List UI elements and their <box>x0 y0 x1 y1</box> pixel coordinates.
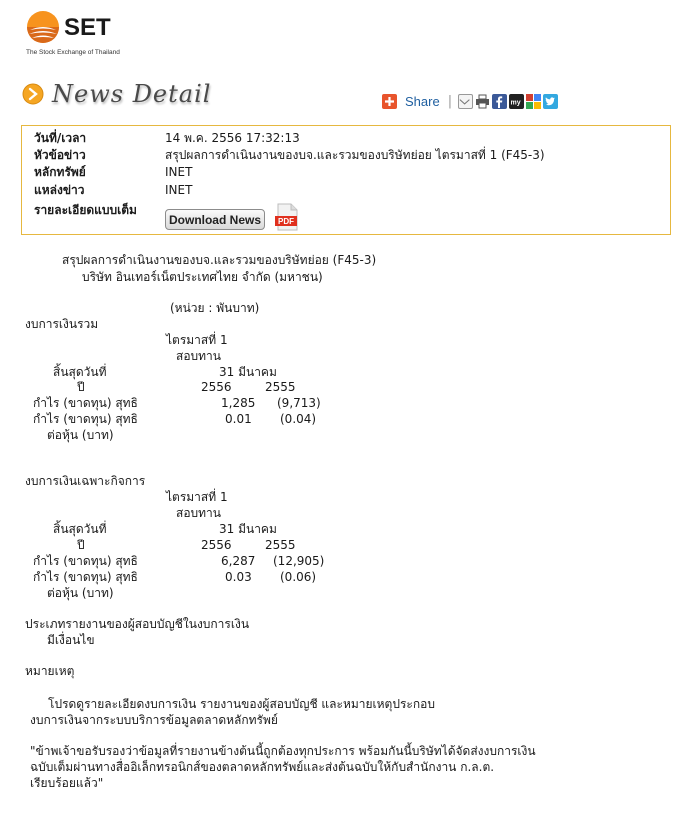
certification-line-1: "ข้าพเจ้าขอรับรองว่าข้อมูลที่รายงานข้างต้นนี้ถูกต้องทุกประการ พร้อมกันนี้บริษัทได้จัดส่งงบการเงิน <box>30 744 536 758</box>
certification-line-3: เรียบร้อยแล้ว" <box>30 776 104 790</box>
info-value: สรุปผลการดำเนินงานของบจ.และรวมของบริษัทย่อย ไตรมาสที่ 1 (F45-3) <box>165 148 545 162</box>
period-value: 31 มีนาคม <box>219 522 277 536</box>
info-label: หัวข้อข่าว <box>34 148 86 162</box>
logo-word: SET <box>64 14 111 41</box>
year-current: 2556 <box>201 538 232 552</box>
note-line-1: โปรดดูรายละเอียดงบการเงิน รายงานของผู้สอบบัญชี และหมายเหตุประกอบ <box>48 697 435 711</box>
svg-text:my: my <box>510 99 521 106</box>
net-profit-current: 1,285 <box>221 396 256 410</box>
eps-sublabel: ต่อหุ้น (บาท) <box>47 428 114 442</box>
audit-label: สอบทาน <box>176 506 221 520</box>
year-label: ปี <box>77 538 85 552</box>
period-label: สิ้นสุดวันที่ <box>53 522 107 536</box>
eps-current: 0.01 <box>225 412 252 426</box>
arrow-circle-icon <box>22 83 44 105</box>
facebook-icon[interactable] <box>492 94 507 109</box>
pdf-icon[interactable] <box>274 203 300 231</box>
info-label: แหล่งข่าว <box>34 183 85 197</box>
set-sun-icon <box>26 10 60 44</box>
eps-label: กำไร (ขาดทุน) สุทธิ <box>33 412 138 426</box>
quarter-label: ไตรมาสที่ 1 <box>166 333 228 347</box>
certification-line-2: ฉบับเต็มผ่านทางสื่ออิเล็กทรอนิกส์ของตลาดหลักทรัพย์และส่งต้นฉบับให้กับสำนักงาน ก.ล.ต. <box>30 760 495 774</box>
year-label: ปี <box>77 380 85 394</box>
share-separator: | <box>447 93 453 109</box>
logo-subtitle: The Stock Exchange of Thailand <box>26 49 120 56</box>
download-news-button[interactable]: Download News <box>165 209 265 230</box>
period-label: สิ้นสุดวันที่ <box>53 365 107 379</box>
section-heading: งบการเงินรวม <box>25 317 99 331</box>
audit-label: สอบทาน <box>176 349 221 363</box>
share-plus-icon[interactable] <box>382 94 397 109</box>
info-label: หลักทรัพย์ <box>34 165 86 179</box>
net-profit-current: 6,287 <box>221 554 256 568</box>
eps-previous: (0.04) <box>280 412 317 426</box>
eps-label: กำไร (ขาดทุน) สุทธิ <box>33 570 138 584</box>
eps-current: 0.03 <box>225 570 252 584</box>
news-info-box <box>21 125 671 235</box>
content-title: สรุปผลการดำเนินงานของบจ.และรวมของบริษัทย่อย (F45-3) <box>62 253 377 267</box>
info-value: INET <box>165 165 193 179</box>
company-name: บริษัท อินเทอร์เน็ตประเทศไทย จำกัด (มหาชน) <box>82 270 323 284</box>
twitter-icon[interactable] <box>543 94 558 109</box>
share-link[interactable]: Share <box>405 93 440 109</box>
net-profit-previous: (9,713) <box>277 396 321 410</box>
note-line-2: งบการเงินจากระบบบริการข้อมูลตลาดหลักทรัพย์ <box>30 713 278 727</box>
myspace-icon[interactable] <box>509 94 524 109</box>
info-label: รายละเอียดแบบเต็ม <box>34 203 137 217</box>
auditor-value: มีเงื่อนไข <box>47 633 95 647</box>
year-current: 2556 <box>201 380 232 394</box>
google-icon[interactable] <box>526 94 541 109</box>
net-profit-label: กำไร (ขาดทุน) สุทธิ <box>33 396 138 410</box>
print-icon[interactable] <box>475 94 490 109</box>
note-heading: หมายเหตุ <box>25 664 75 678</box>
period-value: 31 มีนาคม <box>219 365 277 379</box>
year-previous: 2555 <box>265 380 296 394</box>
auditor-heading: ประเภทรายงานของผู้สอบบัญชีในงบการเงิน <box>25 617 250 631</box>
year-previous: 2555 <box>265 538 296 552</box>
eps-sublabel: ต่อหุ้น (บาท) <box>47 586 114 600</box>
eps-previous: (0.06) <box>280 570 317 584</box>
set-logo[interactable] <box>26 8 136 60</box>
net-profit-previous: (12,905) <box>273 554 325 568</box>
email-icon[interactable] <box>458 94 473 109</box>
share-bar <box>382 92 560 110</box>
quarter-label: ไตรมาสที่ 1 <box>166 490 228 504</box>
info-value: 14 พ.ค. 2556 17:32:13 <box>165 131 300 145</box>
unit-label: (หน่วย : พันบาท) <box>170 301 260 315</box>
pdf-label: PDF <box>278 217 294 226</box>
section-heading: งบการเงินเฉพาะกิจการ <box>25 474 146 488</box>
net-profit-label: กำไร (ขาดทุน) สุทธิ <box>33 554 138 568</box>
page-title: News Detail <box>52 80 212 108</box>
info-value: INET <box>165 183 193 197</box>
info-label: วันที่/เวลา <box>34 131 87 145</box>
